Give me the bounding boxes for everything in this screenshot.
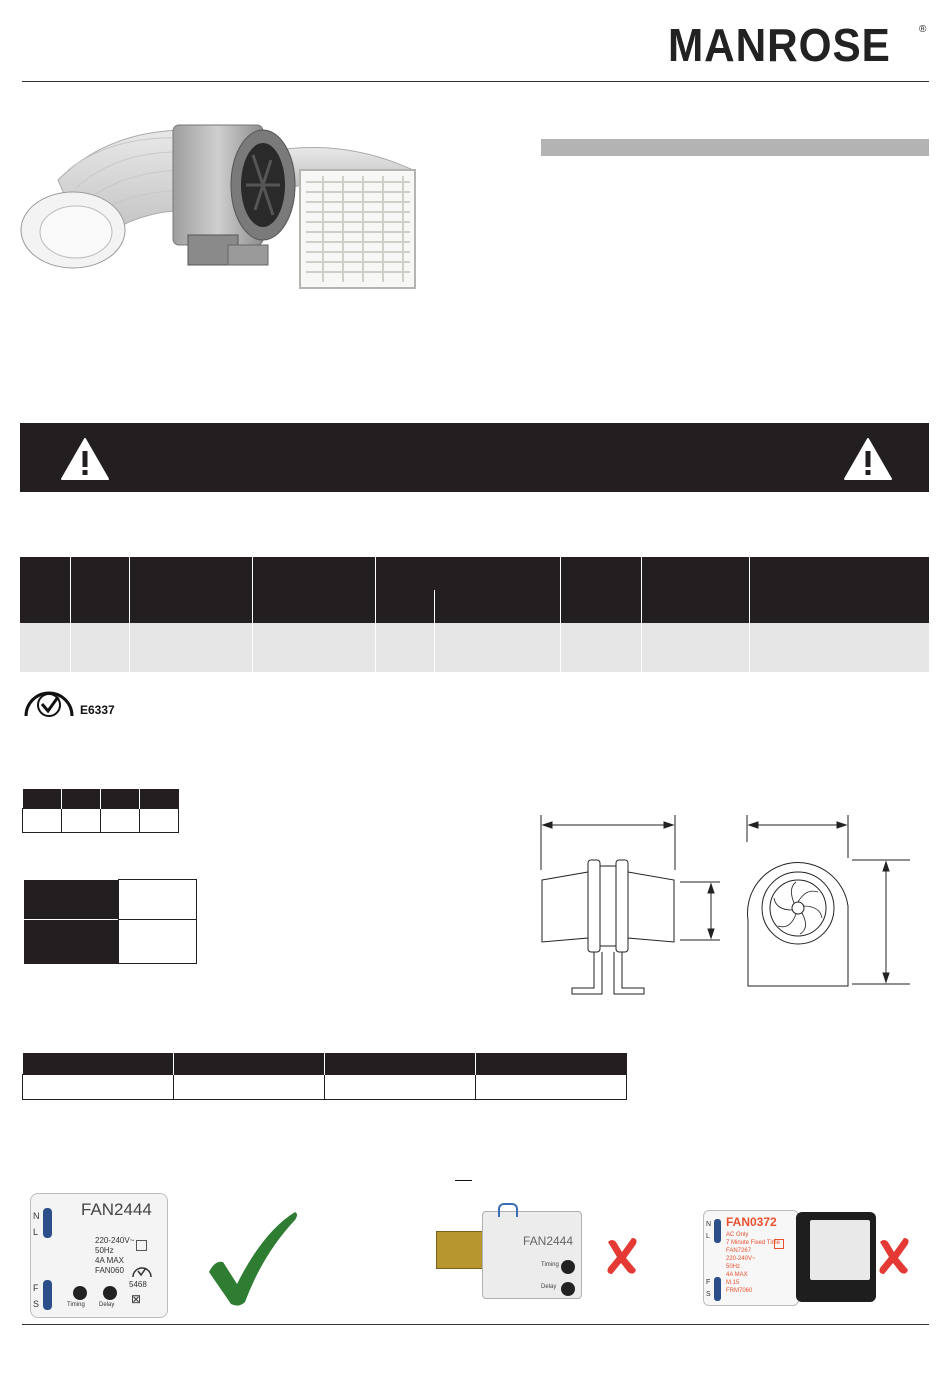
dial-label: Delay (541, 1284, 557, 1290)
table-label-cell (24, 920, 118, 964)
terminal-block (43, 1280, 52, 1310)
rcm-icon (131, 1262, 153, 1278)
spec-table-header-row (20, 557, 929, 590)
spec-col-header (560, 557, 641, 623)
warning-icon (60, 437, 110, 481)
terminal-block (714, 1219, 721, 1243)
table-label-cell (24, 880, 118, 920)
terminal-label: F (706, 1279, 711, 1286)
table-cell (434, 623, 560, 672)
brand-logo: MANROSE (668, 19, 891, 71)
table-cell (252, 623, 375, 672)
double-insulation-icon (774, 1239, 784, 1249)
controller-spec: 50Hz (726, 1264, 741, 1270)
table-col-header (476, 1053, 627, 1074)
table-header-row (23, 789, 179, 808)
table-cell (140, 808, 179, 832)
terminal-label: S (706, 1291, 711, 1298)
table-cell (118, 880, 196, 920)
delay-dial[interactable] (103, 1286, 117, 1300)
table-cell (118, 920, 196, 964)
terminal-label: N (33, 1211, 40, 1221)
wire-loop (498, 1203, 518, 1217)
table-row (20, 623, 929, 672)
weee-bin-icon: ⊠ (131, 1292, 142, 1306)
rejected-controller (436, 1203, 586, 1301)
dial-label: Delay (99, 1302, 115, 1308)
spec-col-header (129, 557, 252, 623)
product-photo (18, 110, 438, 300)
module-label (810, 1220, 870, 1280)
spec-subcol-header (434, 590, 560, 623)
spec-table (20, 557, 929, 672)
terminal-label: F (33, 1283, 39, 1293)
controller-spec: 220-240V~ (726, 1256, 756, 1262)
table-cell (174, 1074, 325, 1099)
spec-col-header (252, 557, 375, 623)
table-col-header (101, 789, 140, 808)
wide-spec-table (22, 1053, 627, 1100)
table-cell (23, 808, 62, 832)
terminal-label: L (706, 1233, 710, 1240)
rcm-certification-icon (22, 688, 76, 718)
table-cell (375, 623, 434, 672)
controller-body (482, 1211, 582, 1299)
table-row (23, 808, 179, 832)
relay-module (436, 1231, 486, 1269)
cert-number: 5468 (129, 1280, 147, 1289)
spec-col-header (641, 557, 749, 623)
spec-col-header (70, 557, 129, 623)
double-insulation-icon (136, 1240, 147, 1251)
header-divider (22, 81, 929, 82)
spec-col-group-header (375, 557, 560, 590)
table-row (24, 920, 196, 964)
table-col-header (174, 1053, 325, 1074)
delay-dial[interactable] (561, 1282, 575, 1296)
dimension-drawing (530, 810, 930, 1000)
timing-dial[interactable] (73, 1286, 87, 1300)
warning-icon (843, 437, 893, 481)
controller-spec: 4A MAX (726, 1272, 748, 1278)
controller-spec: AC Only (726, 1232, 749, 1238)
table-cell (20, 623, 70, 672)
approved-controller (30, 1193, 168, 1318)
terminal-label: S (33, 1299, 40, 1309)
controller-model: FAN0372 (726, 1215, 777, 1229)
divider-mark (455, 1180, 472, 1181)
table-col-header (62, 789, 101, 808)
controller-spec: FAN060 (95, 1266, 124, 1275)
transformer-module (796, 1212, 876, 1302)
timing-dial[interactable] (561, 1260, 575, 1274)
table-header-row (23, 1053, 627, 1074)
controller-spec: FAN7267 (726, 1248, 752, 1254)
controller-spec: 220-240V~ (95, 1236, 135, 1245)
table-cell (641, 623, 749, 672)
dial-label: Timing (541, 1262, 559, 1268)
controller-spec: 50Hz (95, 1246, 114, 1255)
terminal-label: L (33, 1227, 39, 1237)
table-cell (70, 623, 129, 672)
spec-heading-bar (541, 139, 929, 156)
terminal-block (714, 1277, 721, 1301)
table-cell (325, 1074, 476, 1099)
rejected-controller (703, 1210, 799, 1306)
small-spec-table (22, 789, 179, 833)
spec-col-header (20, 557, 70, 623)
table-cell (129, 623, 252, 672)
controller-spec: M.15 (726, 1280, 740, 1286)
table-cell (749, 623, 929, 672)
table-col-header (140, 789, 179, 808)
dial-label: Timing (67, 1302, 85, 1308)
table-col-header (325, 1053, 476, 1074)
certification-code: E6337 (80, 703, 115, 717)
table-cell (101, 808, 140, 832)
registered-mark: ® (919, 24, 927, 35)
spec-col-header (749, 557, 929, 623)
table-row (24, 880, 196, 920)
spec-subcol-header (375, 590, 434, 623)
table-col-header (23, 1053, 174, 1074)
block-table (24, 879, 197, 964)
footer-divider (22, 1324, 929, 1325)
table-col-header (23, 789, 62, 808)
controller-model: FAN2444 (81, 1200, 152, 1219)
rejected-cross-icon (876, 1236, 912, 1276)
warning-banner (20, 423, 929, 492)
table-cell (560, 623, 641, 672)
approved-tick-icon (205, 1210, 300, 1310)
controller-spec: 4A MAX (95, 1256, 124, 1265)
rejected-cross-icon (604, 1236, 640, 1276)
table-cell (23, 1074, 174, 1099)
table-row (23, 1074, 627, 1099)
terminal-label: N (706, 1221, 712, 1228)
table-cell (62, 808, 101, 832)
controller-spec: 7 Minute Fixed Time (726, 1240, 781, 1246)
controller-spec: FRM7060 (726, 1288, 753, 1294)
terminal-block (43, 1208, 52, 1238)
controller-model: FAN2444 (523, 1234, 574, 1248)
table-cell (476, 1074, 627, 1099)
